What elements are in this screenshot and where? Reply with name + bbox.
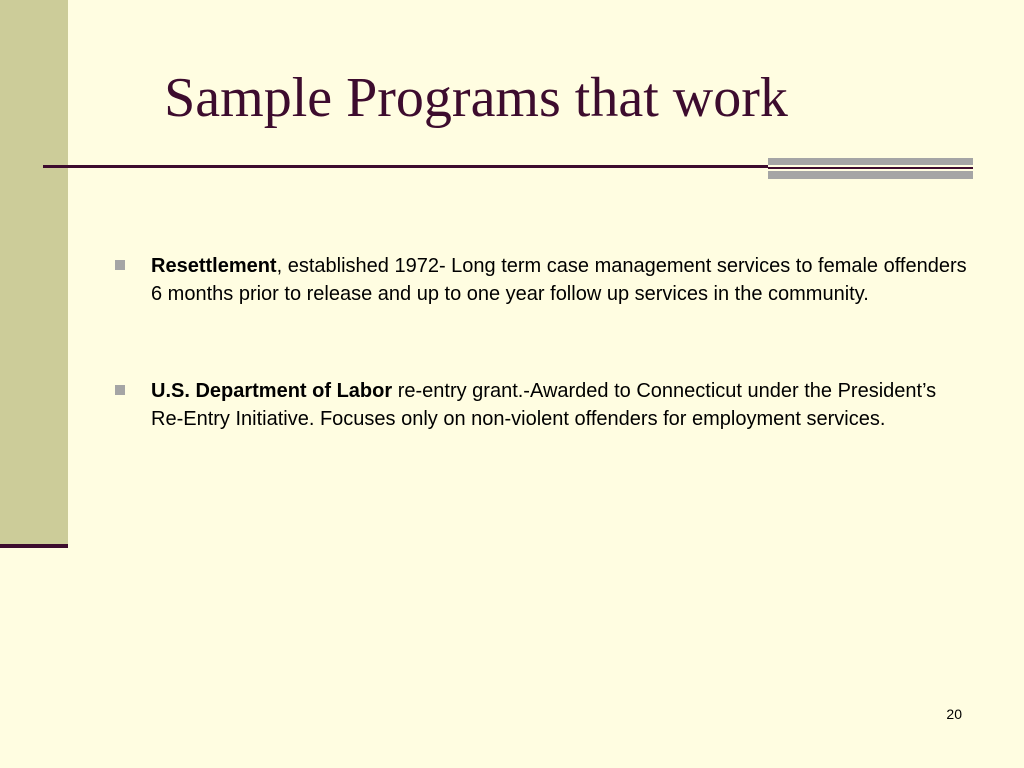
bullet-list [113,252,973,433]
bullet-text: , established 1972- Long term case management services to female offenders 6 months prior to release and up to one year follow up services in the community. [151,255,967,305]
bullet-item-department-of-labor [113,377,973,433]
title-accent-bar [768,158,973,179]
left-band-rule [0,544,68,548]
square-bullet-icon [115,260,125,270]
bullet-text: re-entry grant.-Awarded to Connecticut under the President’s Re-Entry Initiative. Focuses only on non-violent offenders for employment services. [151,380,937,430]
page-number: 20 [946,706,962,722]
bullet-heading: U.S. Department of Labor [151,380,393,402]
bullet-item-resettlement [113,252,973,308]
square-bullet-icon [115,385,125,395]
slide-title: Sample Programs that work [164,67,788,129]
bullet-heading: Resettlement [151,255,277,277]
left-decorative-band [0,0,68,545]
